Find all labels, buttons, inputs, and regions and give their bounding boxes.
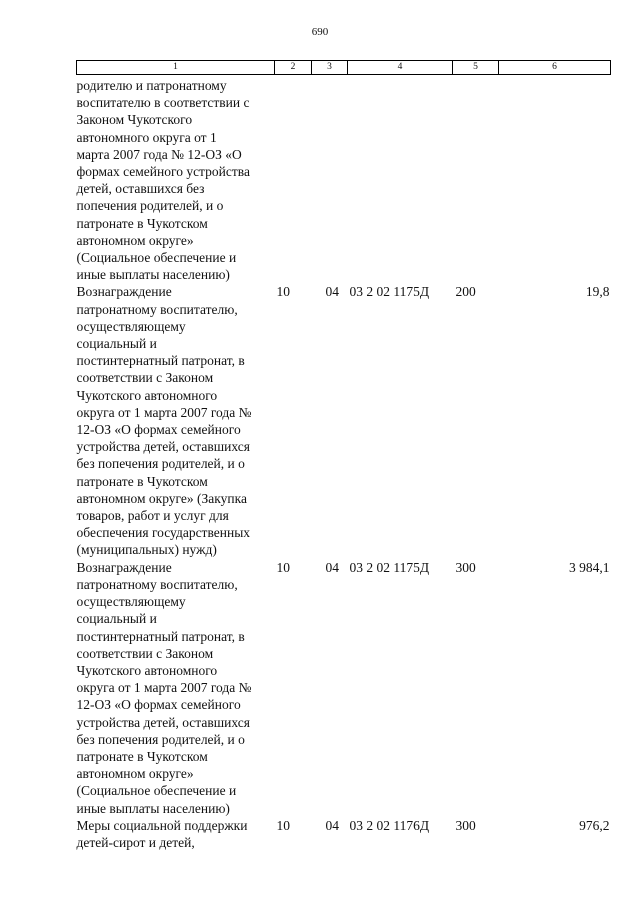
table-row	[77, 283, 611, 558]
row-section: 10	[276, 559, 290, 575]
header-col-6: 6	[499, 61, 611, 75]
row-expense-type: 200	[455, 284, 476, 300]
row-description: Вознаграждение патронатному воспитателю, осуществляющему социальный и постинтернатный патронат, в соответствии с Законом Чукотского автономного округа от 1 марта 2007 года № 12-ОЗ «О формах семейного устройства детей, оставшихся без попечения родителей, и о патронате в Чукотском автономном округе» (Социальное обеспечение и иные выплаты населению)	[76, 559, 252, 816]
row-amount	[499, 75, 611, 284]
header-col-5: 5	[453, 61, 499, 75]
row-target-code	[348, 75, 453, 284]
table-row	[77, 817, 611, 851]
row-target-code: 03 2 02 1175Д	[349, 559, 430, 575]
table-row	[77, 559, 611, 817]
header-col-2: 2	[275, 61, 312, 75]
page-number: 690	[311, 26, 329, 38]
header-col-3: 3	[312, 61, 348, 75]
row-section	[275, 75, 312, 284]
row-expense-type	[453, 75, 499, 284]
row-description: родителю и патронатному воспитателю в соответствии с Законом Чукотского автономного округа от 1 марта 2007 года № 12-ОЗ «О формах семейного устройства детей, оставшихся без попечения родителей, и о патронате в Чукотском автономном округе» (Социальное обеспечение и иные выплаты населению)	[76, 78, 250, 283]
header-col-4: 4	[348, 61, 453, 75]
budget-table	[76, 60, 611, 851]
row-expense-type: 300	[455, 559, 476, 575]
header-col-1: 1	[77, 61, 275, 75]
row-target-code: 03 2 02 1176Д	[349, 817, 430, 833]
row-subsection: 04	[325, 559, 339, 575]
table-row	[77, 75, 611, 284]
row-subsection	[312, 75, 348, 284]
row-amount: 976,2	[579, 817, 610, 833]
row-section: 10	[276, 284, 290, 300]
row-amount: 19,8	[585, 284, 610, 300]
row-amount: 3 984,1	[569, 559, 610, 575]
row-subsection: 04	[325, 817, 339, 833]
row-section: 10	[276, 817, 290, 833]
row-subsection: 04	[325, 284, 339, 300]
header-row	[77, 61, 611, 75]
row-expense-type: 300	[455, 817, 476, 833]
row-description: Вознаграждение патронатному воспитателю, осуществляющему социальный и постинтернатный патронат, в соответствии с Законом Чукотского автономного округа от 1 марта 2007 года № 12-ОЗ «О формах семейного устройства детей, оставшихся без попечения родителей, и о патронате в Чукотском автономном округе» (Закупка товаров, работ и услуг для обеспечения государственных (муниципальных) нужд)	[76, 284, 252, 558]
row-target-code: 03 2 02 1175Д	[349, 284, 430, 300]
row-description: Меры социальной поддержки детей-сирот и детей,	[76, 817, 248, 850]
